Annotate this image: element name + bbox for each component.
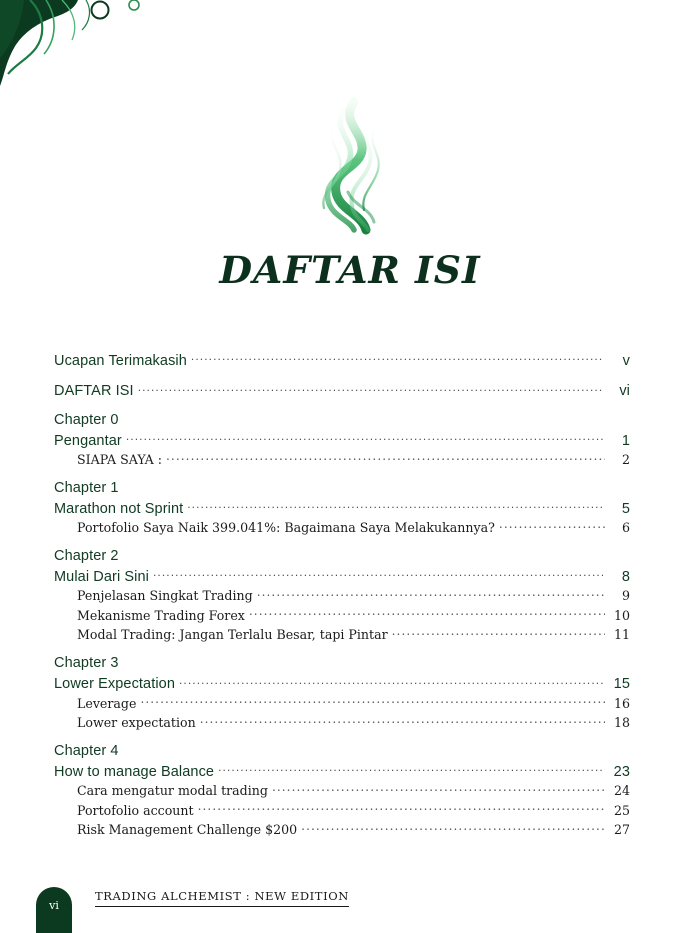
toc-chapter-heading: [54, 743, 630, 759]
toc-entry[interactable]: [77, 715, 630, 731]
toc-entry-page: 16: [613, 695, 630, 711]
toc-leader: [257, 588, 605, 601]
toc-entry-page: 5: [621, 500, 630, 517]
toc-chapter-label: Chapter 2: [54, 548, 119, 565]
toc-entry-label: Risk Management Challenge $200: [77, 822, 298, 838]
toc-chapter-label: Chapter 1: [54, 480, 119, 497]
toc-chapter-label: Chapter 0: [54, 412, 119, 428]
toc-entry-label: Mulai Dari Sini: [54, 568, 149, 585]
toc-entry-page: 18: [613, 715, 630, 731]
toc-leader: [126, 430, 603, 445]
toc-entry-label: Mekanisme Trading Forex: [77, 607, 245, 623]
toc-entry-label: Lower Expectation: [54, 675, 175, 692]
toc-entry-page: 24: [613, 783, 630, 799]
toc-entry-label: Pengantar: [54, 432, 122, 449]
toc-leader: [218, 761, 603, 776]
toc-entry-label: Leverage: [77, 695, 137, 711]
table-of-contents: [54, 350, 630, 841]
toc-entry-page: 23: [613, 763, 630, 780]
toc-entry-page: 11: [613, 627, 630, 643]
toc-entry[interactable]: [54, 350, 630, 369]
toc-entry-label: Portofolio Saya Naik 399.041%: Bagaimana Saya Melakukannya?: [77, 520, 495, 536]
toc-entry-label: SIAPA SAYA :: [77, 452, 163, 468]
footer-page-number: vi: [36, 887, 72, 933]
toc-entry[interactable]: [77, 822, 630, 838]
toc-leader: [301, 822, 605, 835]
toc-entry-label: DAFTAR ISI: [54, 383, 134, 399]
smoke-flame-ornament-icon: [0, 96, 700, 236]
toc-entry-label: Cara mengatur modal trading: [77, 783, 268, 799]
toc-leader: [249, 607, 605, 620]
toc-leader: [179, 673, 603, 688]
toc-leader: [138, 381, 603, 396]
toc-entry-page: 27: [613, 822, 630, 838]
toc-entry-page: v: [622, 352, 630, 369]
toc-entry-page: 6: [621, 520, 630, 536]
toc-leader: [272, 783, 605, 796]
corner-leaf-icon: [0, 0, 200, 130]
toc-leader: [499, 520, 605, 533]
footer-book-title: TRADING ALCHEMIST : NEW EDITION: [95, 889, 349, 907]
toc-entry-page: 15: [613, 675, 630, 692]
toc-entry-page: 25: [613, 802, 630, 818]
page-footer: [0, 855, 700, 933]
toc-entry[interactable]: [77, 627, 630, 643]
toc-chapter-heading: [54, 548, 630, 564]
toc-entry[interactable]: [77, 607, 630, 623]
toc-entry[interactable]: [54, 498, 630, 517]
toc-leader: [140, 695, 605, 708]
toc-entry[interactable]: [54, 673, 630, 692]
toc-entry-label: Lower expectation: [77, 715, 196, 731]
toc-chapter-heading: [54, 480, 630, 496]
toc-entry[interactable]: [54, 566, 630, 585]
toc-entry-page: 9: [621, 588, 630, 604]
toc-entry[interactable]: [77, 588, 630, 604]
toc-leader: [198, 802, 605, 815]
toc-chapter-heading: [54, 655, 630, 671]
toc-leader: [200, 715, 605, 728]
toc-leader: [153, 566, 603, 581]
page-title: DAFTAR ISI: [219, 248, 481, 292]
toc-entry-label: How to manage Balance: [54, 763, 215, 780]
toc-chapter-label: Chapter 3: [54, 655, 119, 672]
toc-entry[interactable]: [77, 520, 630, 536]
toc-entry-page: 2: [621, 452, 630, 468]
toc-entry[interactable]: [54, 430, 630, 449]
toc-chapter-heading: [54, 412, 630, 428]
toc-entry[interactable]: [77, 452, 630, 468]
toc-entry-label: Portofolio account: [77, 802, 194, 818]
toc-entry[interactable]: [77, 695, 630, 711]
toc-entry[interactable]: [77, 802, 630, 818]
toc-entry[interactable]: [54, 761, 630, 780]
toc-leader: [392, 627, 605, 640]
toc-entry-label: Ucapan Terimakasih: [54, 352, 187, 369]
toc-entry-page: 1: [621, 432, 630, 449]
toc-entry-label: Modal Trading: Jangan Terlalu Besar, tapi Pintar: [77, 627, 388, 643]
toc-leader: [187, 498, 603, 513]
toc-entry-page: 10: [613, 607, 630, 623]
toc-chapter-label: Chapter 4: [54, 743, 119, 760]
toc-entry-label: Marathon not Sprint: [54, 500, 184, 517]
toc-entry[interactable]: [54, 381, 630, 400]
toc-entry[interactable]: [77, 783, 630, 799]
toc-entry-page: vi: [619, 383, 630, 399]
toc-entry-label: Penjelasan Singkat Trading: [77, 588, 253, 604]
toc-leader: [166, 452, 605, 465]
toc-entry-page: 8: [621, 568, 630, 585]
toc-leader: [191, 350, 603, 365]
